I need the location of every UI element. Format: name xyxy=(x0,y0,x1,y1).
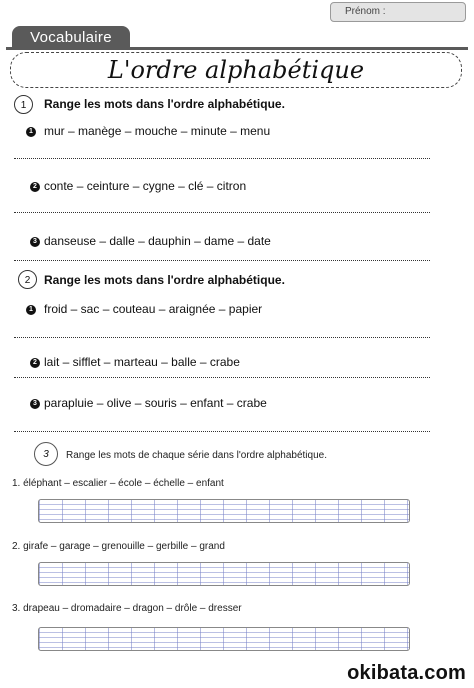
exercise-3-series-3: 3. drapeau – dromadaire – dragon – drôle – dresser xyxy=(12,603,242,614)
exercise-1-item-1-words: mur – manège – mouche – minute – menu xyxy=(44,124,271,138)
exercise-2-number: 2 xyxy=(18,270,37,289)
exercise-1-item-3-words: danseuse – dalle – dauphin – dame – date xyxy=(44,234,271,248)
header-divider xyxy=(6,47,468,50)
exercise-2-item-1-words: froid – sac – couteau – araignée – papier xyxy=(44,302,263,316)
exercise-2-item-2-words: lait – sifflet – marteau – balle – crabe xyxy=(44,355,240,369)
exercise-2-item-3-bullet: 3 xyxy=(30,399,40,409)
writing-box-1[interactable] xyxy=(38,499,410,523)
exercise-1-item-2-bullet: 2 xyxy=(30,182,40,192)
exercise-3-instruction: Range les mots de chaque série dans l'ordre alphabétique. xyxy=(66,450,327,461)
answer-line[interactable] xyxy=(14,212,430,213)
exercise-3-series-2: 2. girafe – garage – grenouille – gerbille – grand xyxy=(12,541,225,552)
prenom-label: Prénom : xyxy=(345,6,386,17)
exercise-1-instruction: Range les mots dans l'ordre alphabétique. xyxy=(44,97,285,111)
writing-box-2[interactable] xyxy=(38,562,410,586)
answer-line[interactable] xyxy=(14,260,430,261)
writing-box-3[interactable] xyxy=(38,627,410,651)
site-watermark: okibata.com xyxy=(347,662,466,684)
answer-line[interactable] xyxy=(14,431,430,432)
exercise-1-item-3-bullet: 3 xyxy=(30,237,40,247)
exercise-2-item-3-words: parapluie – olive – souris – enfant – crabe xyxy=(44,396,267,410)
exercise-1-item-2-words: conte – ceinture – cygne – clé – citron xyxy=(44,179,247,193)
exercise-2-instruction: Range les mots dans l'ordre alphabétique. xyxy=(44,273,285,287)
exercise-3-series-1: 1. éléphant – escalier – école – échelle – enfant xyxy=(12,478,224,489)
page-title: L'ordre alphabétique xyxy=(107,56,365,84)
exercise-1-item-1-bullet: 1 xyxy=(26,127,36,137)
category-tab: Vocabulaire xyxy=(12,26,130,48)
exercise-1-number: 1 xyxy=(14,95,33,114)
prenom-field[interactable] xyxy=(330,2,466,22)
exercise-2-item-2-bullet: 2 xyxy=(30,358,40,368)
exercise-3-number: 3 xyxy=(34,442,58,466)
exercise-2-item-1-bullet: 1 xyxy=(26,305,36,315)
answer-line[interactable] xyxy=(14,337,430,338)
answer-line[interactable] xyxy=(14,158,430,159)
answer-line[interactable] xyxy=(14,377,430,378)
